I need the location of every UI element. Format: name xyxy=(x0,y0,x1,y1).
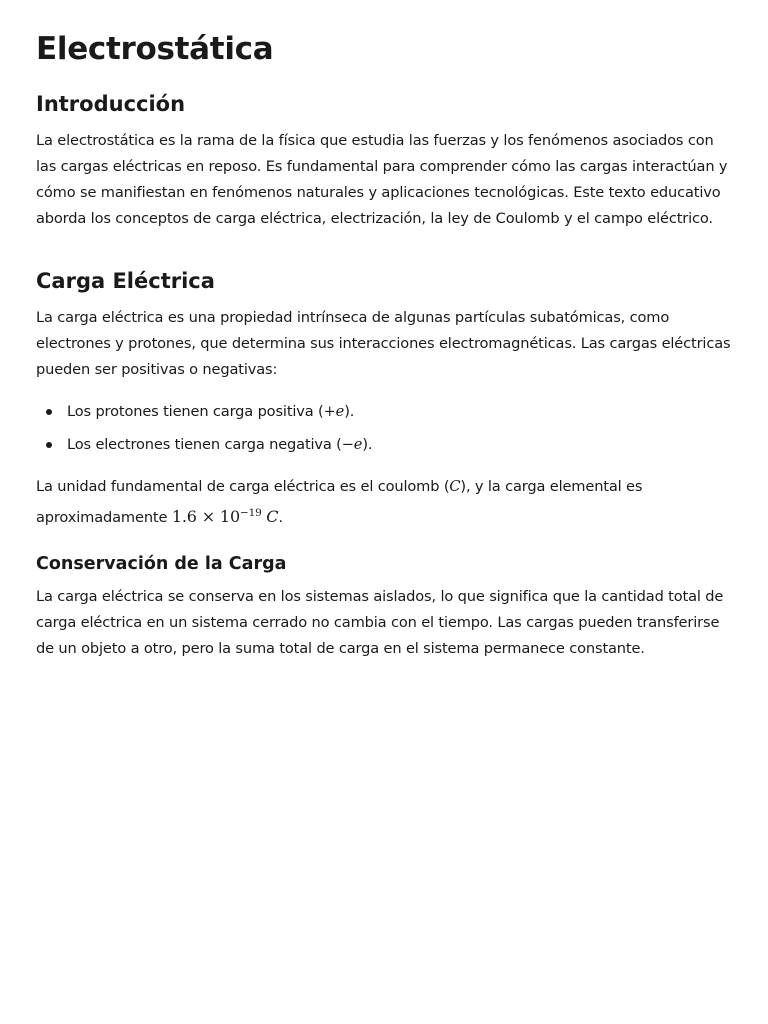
unit-text-1: La unidad fundamental de carga eléctrica es el coulomb ( xyxy=(36,478,450,496)
conservacion-paragraph: La carga eléctrica se conserva en los sistemas aislados, lo que significa que la cantidad total de carga eléctrica en un sistema cerrado no cambia con el tiempo. Las cargas pueden transferirse de un objeto a otro, pero la suma total de carga en el sistema permanece constante. xyxy=(36,588,724,658)
unit-text-2: ), y la carga elemental es aproximadamente xyxy=(36,478,643,527)
page-title: Electrostática xyxy=(36,31,274,67)
unit-paragraph xyxy=(36,474,732,531)
section-conservacion xyxy=(36,553,732,662)
list-item-text: Los electrones tienen carga negativa ( xyxy=(67,436,342,454)
charge-types-list xyxy=(36,399,732,458)
list-item-electrones xyxy=(67,432,732,458)
list-item-tail: ). xyxy=(362,436,373,454)
section-heading-introduccion: Introducción xyxy=(36,91,186,116)
intro-paragraph: La electrostática es la rama de la física que estudia las fuerzas y los fenómenos asociados con las cargas eléctricas en reposo. Es fundamental para comprender cómo las cargas interactúan y cómo se manifiestan en fenómenos naturales y aplicaciones tecnológicas. Este texto educativo aborda los conceptos de carga eléctrica, electrización, la ley de Coulomb y el campo eléctrico. xyxy=(36,132,728,228)
math-positive-charge: +e xyxy=(323,403,345,421)
section-carga-electrica xyxy=(36,268,732,531)
carga-paragraph: La carga eléctrica es una propiedad intrínseca de algunas partículas subatómicas, como electrones y protones, que determina sus interacciones electromagnéticas. Las cargas eléctricas pueden ser positivas o negativas: xyxy=(36,309,731,379)
list-item-tail: ). xyxy=(344,403,355,421)
math-mantissa: 1.6 × 10 xyxy=(171,507,240,527)
math-exponent: −19 xyxy=(240,507,262,520)
math-negative-charge: −e xyxy=(341,436,363,454)
math-unit-end: C xyxy=(266,507,279,527)
list-item-protones xyxy=(67,399,732,425)
unit-text-end: . xyxy=(278,509,283,527)
section-heading-carga-electrica: Carga Eléctrica xyxy=(36,269,215,294)
math-unit-symbol: C xyxy=(449,478,461,496)
section-heading-conservacion: Conservación de la Carga xyxy=(36,554,287,575)
section-introduccion xyxy=(36,91,732,232)
list-item-text: Los protones tienen carga positiva ( xyxy=(67,403,324,421)
